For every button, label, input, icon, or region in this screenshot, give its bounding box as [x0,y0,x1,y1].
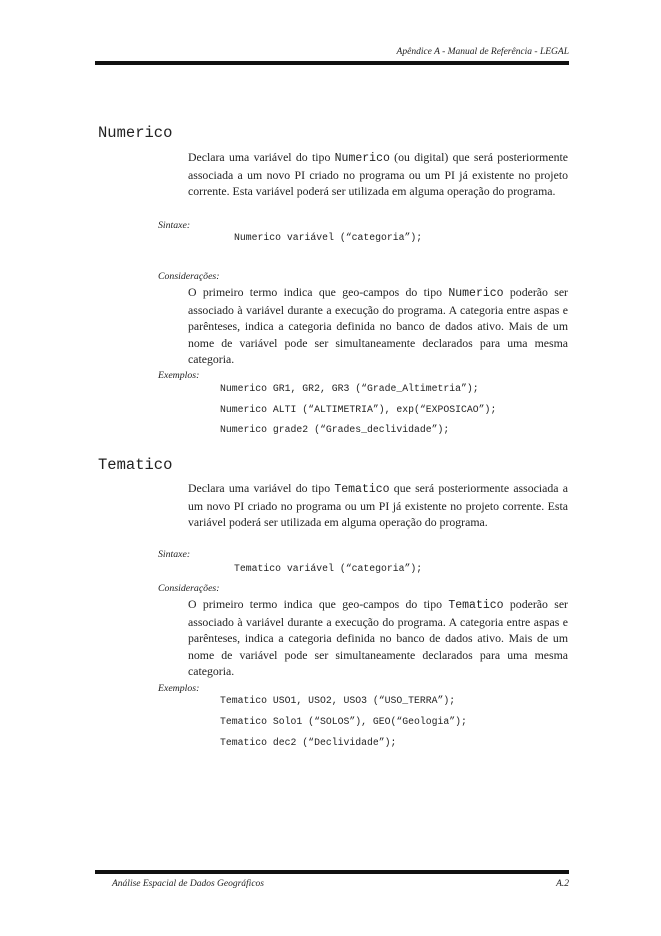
running-footer-title: Análise Espacial de Dados Geográficos [112,879,264,889]
header-rule [95,61,569,65]
tematico-desc-text-end: que será posteriormente associada a um novo PI criado no programa ou um PI já existente no projeto corrente. Esta variável poderá ser utilizada em alguma operação do programa. [188,481,568,530]
numerico-cons-keyword: Numerico [448,287,504,300]
tematico-considerations-label: Considerações: [158,583,220,594]
tematico-cons-text: O primeiro termo indica que geo-campos do tipo [188,597,449,611]
tematico-cons-text-end: poderão ser associado à variável durante a execução do programa. A categoria entre aspas e parênteses, indica a categoria definida no banco de dados ativo. Mais de um nome de variável pode ser simultaneamente declarados para uma mesma categoria. [188,597,568,678]
tematico-syntax-code: Tematico variável (“categoria”); [234,563,423,574]
numerico-considerations-label: Considerações: [158,271,220,282]
section-title-numerico: Numerico [98,124,173,142]
tematico-desc-text: Declara uma variável do tipo [188,481,335,495]
tematico-example: Tematico Solo1 (“SOLOS”), GEO(“Geologia”); [220,716,467,727]
numerico-example: Numerico grade2 (“Grades_declividade”); [220,424,450,435]
numerico-desc-text-end: (ou digital) que será posteriormente associada a um novo PI criado no programa ou um PI já existente no projeto corrente. Esta variável poderá ser utilizada em alguma operação do programa. [188,150,568,199]
tematico-syntax-label: Sintaxe: [158,549,191,560]
tematico-cons-keyword: Tematico [448,599,504,612]
numerico-considerations [188,284,568,367]
tematico-considerations [188,596,568,679]
running-header: Apêndice A - Manual de Referência - LEGAL [396,47,569,57]
tematico-example: Tematico dec2 (“Declividade”); [220,737,397,748]
numerico-example: Numerico GR1, GR2, GR3 (“Grade_Altimetria”); [220,383,479,394]
numerico-syntax-label: Sintaxe: [158,220,191,231]
page-number: A.2 [556,879,569,889]
numerico-example: Numerico ALTI (“ALTIMETRIA”), exp(“EXPOSICAO”); [220,404,497,415]
tematico-description [188,480,568,531]
tematico-examples-label: Exemplos: [158,683,200,694]
tematico-example: Tematico USO1, USO2, USO3 (“USO_TERRA”); [220,695,456,706]
numerico-desc-text: Declara uma variável do tipo [188,150,335,164]
numerico-cons-text: O primeiro termo indica que geo-campos do tipo [188,285,449,299]
numerico-description [188,149,568,200]
numerico-syntax-code: Numerico variável (“categoria”); [234,232,423,243]
tematico-desc-keyword: Tematico [334,483,390,496]
numerico-cons-text-end: poderão ser associado à variável durante a execução do programa. A categoria entre aspas e parênteses, indica a categoria definida no banco de dados ativo. Mais de um nome de variável pode ser simultaneamente declarados para uma mesma categoria. [188,285,568,366]
numerico-desc-keyword: Numerico [334,152,390,165]
section-title-tematico: Tematico [98,456,173,474]
numerico-examples-label: Exemplos: [158,370,200,381]
footer-rule [95,870,569,874]
